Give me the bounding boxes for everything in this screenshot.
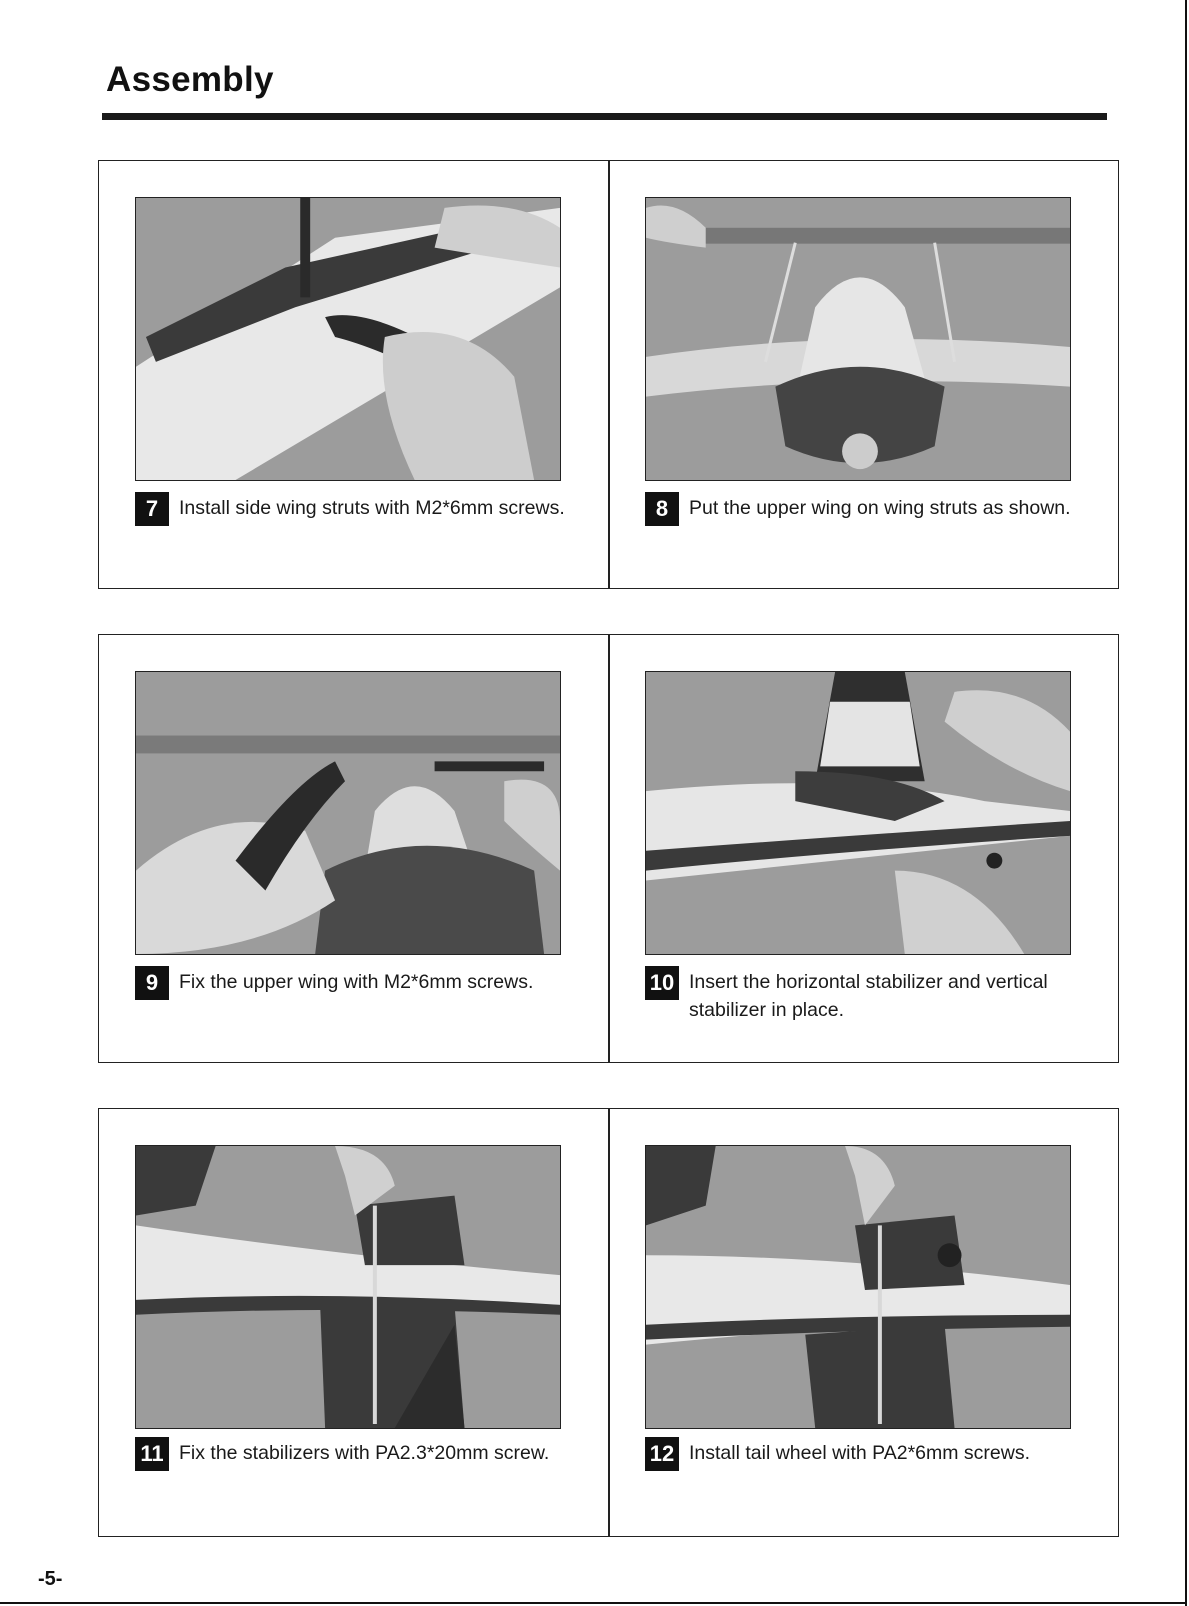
step-12-photo [645,1145,1071,1429]
step-8 [645,492,1115,526]
page-number: -5- [38,1568,63,1590]
page-title: Assembly [106,60,274,99]
page-border-right [1185,0,1187,1606]
page-border-bottom [0,1602,1187,1604]
panel-row-3 [98,1108,1119,1537]
panel-row-1 [98,160,1119,589]
panel-divider [608,1109,610,1536]
step-7-number: 7 [135,492,169,526]
step-9 [135,966,601,1000]
step-12-text: Install tail wheel with PA2*6mm screws. [689,1442,1031,1464]
step-10-photo [645,671,1071,955]
step-9-photo [135,671,561,955]
step-11 [135,1437,601,1471]
panel-divider [608,635,610,1062]
step-10 [645,966,1115,1024]
step-9-text: Fix the upper wing with M2*6mm screws. [179,971,534,993]
step-12-number: 12 [645,1437,679,1471]
step-11-number: 11 [135,1437,169,1471]
step-9-number: 9 [135,966,169,1000]
step-8-photo [645,197,1071,481]
step-11-photo [135,1145,561,1429]
step-7 [135,492,601,526]
title-rule [102,113,1107,120]
step-11-text: Fix the stabilizers with PA2.3*20mm screw. [179,1442,550,1464]
step-7-photo [135,197,561,481]
step-10-text: Insert the horizontal stabilizer and vertical stabilizer in place. [689,971,1048,1021]
step-7-text: Install side wing struts with M2*6mm screws. [179,497,565,519]
step-10-number: 10 [645,966,679,1000]
step-8-number: 8 [645,492,679,526]
panel-divider [608,161,610,588]
step-12 [645,1437,1115,1471]
step-8-text: Put the upper wing on wing struts as shown. [689,497,1071,519]
panel-row-2 [98,634,1119,1063]
